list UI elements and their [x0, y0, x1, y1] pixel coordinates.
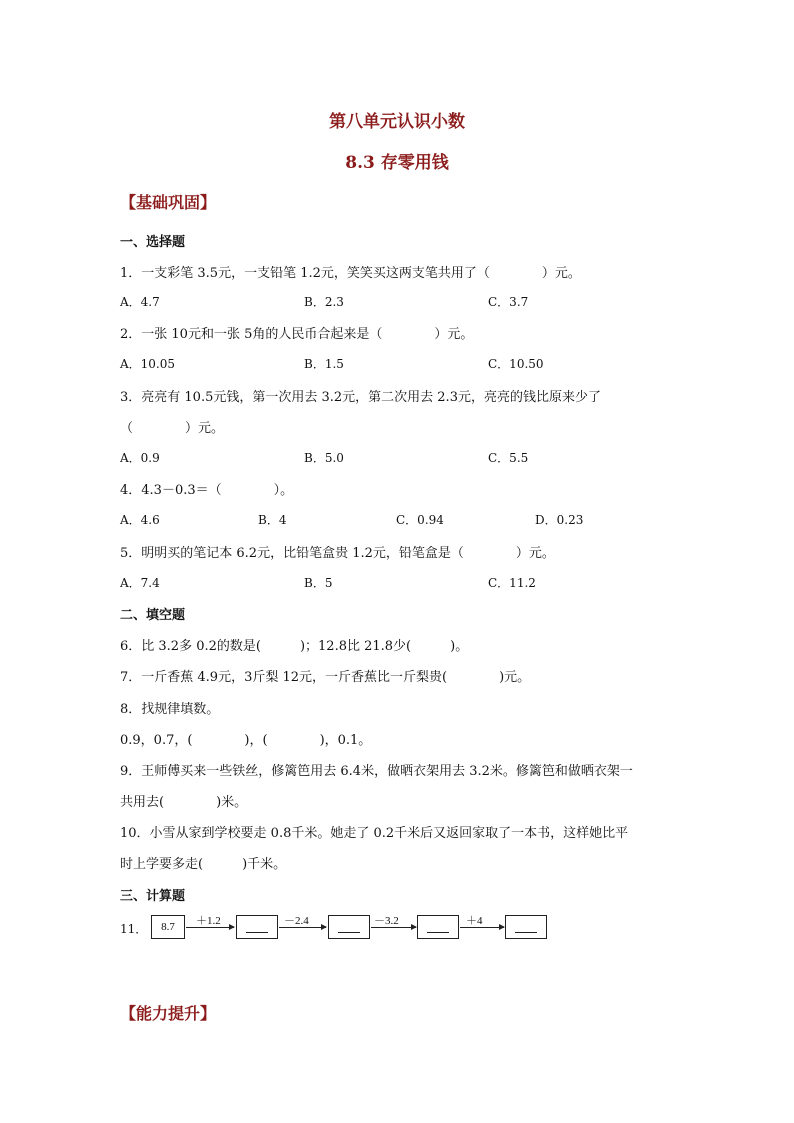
question-4: 4．4.3－0.3＝（ ）。 [120, 483, 294, 498]
q4-option-c: C．0.94 [396, 513, 444, 527]
op-label-4: ＋4 [466, 915, 483, 927]
question-10-line2: 时上学要多走( )千米。 [120, 857, 287, 872]
answer-box-2[interactable] [328, 915, 370, 939]
q4-option-b: B．4 [258, 513, 287, 527]
heading-calc: 三、计算题 [120, 889, 186, 904]
q2-option-a: A．10.05 [120, 357, 176, 371]
calculation-flow [120, 915, 560, 945]
q2-option-c: C．10.50 [488, 357, 544, 371]
answer-box-4[interactable] [505, 915, 547, 939]
question-3-line1: 3．亮亮有 10.5元钱，第一次用去 3.2元，第二次用去 2.3元，亮亮的钱比原来少了 [120, 390, 601, 405]
question-10-line1: 10．小雪从家到学校要走 0.8千米。她走了 0.2千米后又返回家取了一本书，这样她比平 [120, 826, 629, 841]
q2-option-b: B．1.5 [304, 357, 344, 371]
heading-choice: 一、选择题 [120, 235, 186, 250]
op-label-3: －3.2 [374, 915, 399, 927]
q3-option-c: C．5.5 [488, 451, 529, 465]
q5-option-b: B．5 [304, 576, 333, 590]
q3-option-b: B．5.0 [304, 451, 344, 465]
section-advanced: 【能力提升】 [120, 1004, 217, 1023]
answer-box-1[interactable] [236, 915, 278, 939]
q1-option-c: C．3.7 [488, 295, 529, 309]
question-6: 6．比 3.2多 0.2的数是( )；12.8比 21.8少( )。 [120, 639, 469, 654]
q1-option-b: B．2.3 [304, 295, 344, 309]
question-5: 5．明明买的笔记本 6.2元，比铅笔盒贵 1.2元，铅笔盒是（ ）元。 [120, 546, 555, 561]
page-title: 第八单元认识小数 [329, 112, 465, 132]
question-9-line2: 共用去( )米。 [120, 795, 248, 810]
q5-option-c: C．11.2 [488, 576, 536, 590]
op-label-2: －2.4 [284, 915, 309, 927]
question-8: 8．找规律填数。 [120, 702, 220, 717]
lesson-subtitle: 8.3 存零用钱 [345, 153, 449, 173]
answer-box-3[interactable] [417, 915, 459, 939]
q3-option-a: A．0.9 [120, 451, 160, 465]
question-1: 1．一支彩笔 3.5元，一支铅笔 1.2元，笑笑买这两支笔共用了（ ）元。 [120, 266, 581, 281]
question-3-line2: （ ）元。 [120, 421, 225, 436]
start-value-box: 8.7 [151, 915, 185, 939]
q5-option-a: A．7.4 [120, 576, 160, 590]
question-8-sequence: 0.9，0.7，( )，( )，0.1。 [120, 733, 372, 748]
op-label-1: ＋1.2 [196, 915, 221, 927]
heading-fill: 二、填空题 [120, 608, 186, 623]
q4-option-a: A．4.6 [120, 513, 160, 527]
section-basic: 【基础巩固】 [120, 193, 217, 212]
question-2: 2．一张 10元和一张 5角的人民币合起来是（ ）元。 [120, 327, 474, 342]
question-11-label: 11． [120, 922, 148, 936]
question-9-line1: 9．王师傅买来一些铁丝，修篱笆用去 6.4米，做晒衣架用去 3.2米。修篱笆和做晒衣架一 [120, 764, 633, 779]
q1-option-a: A．4.7 [120, 295, 160, 309]
q4-option-d: D．0.23 [535, 513, 584, 527]
question-7: 7．一斤香蕉 4.9元，3斤梨 12元，一斤香蕉比一斤梨贵( )元。 [120, 670, 531, 685]
